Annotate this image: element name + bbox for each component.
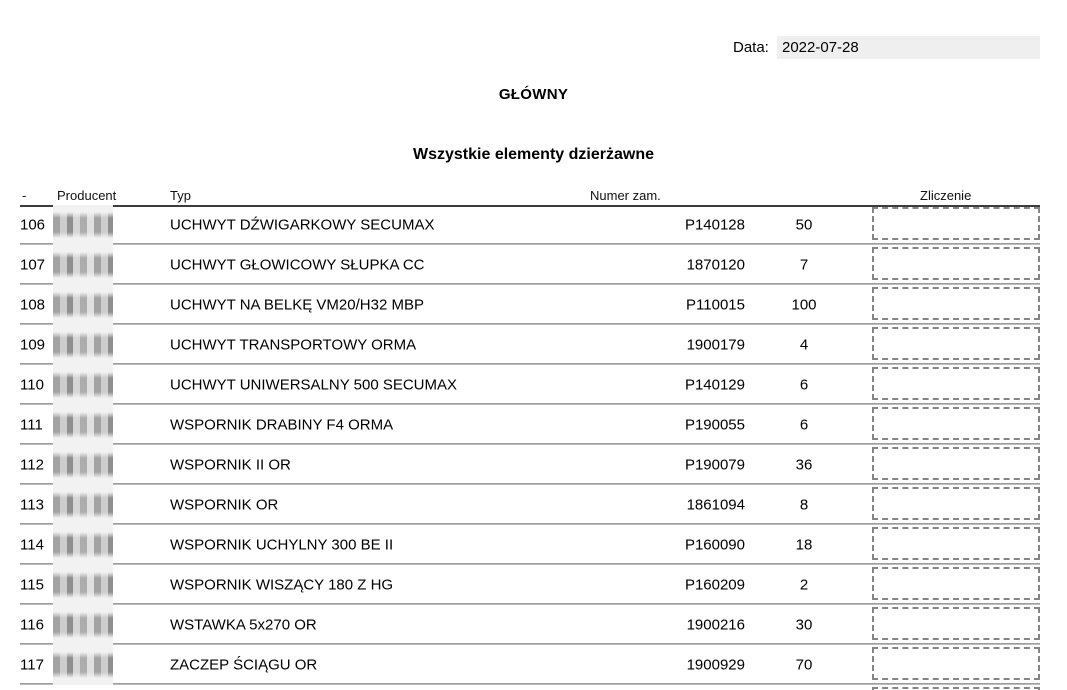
row-number: 109 (20, 336, 46, 354)
producent-redacted-blur (53, 325, 113, 365)
table-row (0, 365, 1067, 405)
producent-redacted-blur (53, 565, 113, 605)
zliczenie-count-box[interactable] (872, 607, 1040, 640)
zliczenie-count-box[interactable] (872, 287, 1040, 320)
quantity-cell: 18 (795, 536, 813, 554)
date-field[interactable]: 2022-07-28 (777, 36, 1040, 59)
row-separator (20, 563, 1040, 565)
row-number: 117 (20, 656, 44, 674)
typ-cell: UCHWYT UNIWERSALNY 500 SECUMAX (170, 376, 458, 394)
row-number: 107 (20, 256, 46, 274)
zliczenie-count-box[interactable] (872, 647, 1040, 680)
producent-redacted-blur (53, 205, 113, 245)
row-number: 116 (20, 616, 44, 634)
column-header-producent: Producent (57, 188, 117, 203)
row-separator (20, 483, 1040, 485)
typ-cell: WSTAWKA 5x270 OR (170, 616, 317, 634)
producent-redacted-blur (53, 365, 113, 405)
order-number-cell: P140128 (684, 216, 745, 234)
row-separator (20, 523, 1040, 525)
page-subtitle: Wszystkie elementy dzierżawne (413, 146, 654, 163)
order-number-cell: P190079 (684, 456, 745, 474)
row-separator (20, 243, 1040, 245)
quantity-cell: 6 (799, 376, 809, 394)
typ-cell: ZACZEP ŚCIĄGU OR (170, 656, 318, 674)
order-number-cell: 1861094 (686, 496, 745, 514)
column-header-dash: - (22, 188, 27, 203)
row-separator (20, 643, 1040, 645)
typ-cell: WSPORNIK DRABINY F4 ORMA (170, 416, 394, 434)
table-row (0, 485, 1067, 525)
zliczenie-count-box[interactable] (872, 367, 1040, 400)
table-row-partial (0, 685, 1067, 690)
order-number-cell: P160209 (684, 576, 745, 594)
table-row (0, 445, 1067, 485)
row-separator (20, 443, 1040, 445)
row-number: 115 (20, 576, 44, 594)
zliczenie-count-box[interactable] (872, 567, 1040, 600)
table-row (0, 605, 1067, 645)
rental-elements-table (0, 188, 1067, 690)
zliczenie-count-box[interactable] (872, 327, 1040, 360)
typ-cell: WSPORNIK UCHYLNY 300 BE II (170, 536, 394, 554)
row-separator (20, 403, 1040, 405)
column-header-typ: Typ (170, 188, 191, 203)
quantity-cell: 30 (795, 616, 813, 634)
row-separator (20, 323, 1040, 325)
table-row (0, 645, 1067, 685)
row-number: 106 (20, 216, 46, 234)
producent-redacted-blur (53, 485, 113, 525)
row-number: 112 (20, 456, 44, 474)
typ-cell: UCHWYT NA BELKĘ VM20/H32 MBP (170, 296, 424, 314)
producent-redacted-blur (53, 445, 113, 485)
zliczenie-count-box[interactable] (872, 407, 1040, 440)
column-header-zliczenie: Zliczenie (920, 188, 972, 203)
row-separator (20, 283, 1040, 285)
table-row (0, 525, 1067, 565)
quantity-cell: 7 (799, 256, 809, 274)
row-number: 108 (20, 296, 46, 314)
typ-cell: UCHWYT TRANSPORTOWY ORMA (170, 336, 417, 354)
quantity-cell: 2 (799, 576, 809, 594)
row-number: 110 (20, 376, 44, 394)
producent-redacted-blur (53, 645, 113, 685)
producent-redacted-blur (53, 405, 113, 445)
order-number-cell: P160090 (684, 536, 745, 554)
quantity-cell: 100 (791, 296, 817, 314)
table-row (0, 405, 1067, 445)
order-number-cell: P190055 (684, 416, 745, 434)
row-separator (20, 683, 1040, 685)
producent-redacted-blur (53, 285, 113, 325)
order-number-cell: 1900179 (686, 336, 745, 354)
zliczenie-count-box[interactable] (872, 447, 1040, 480)
row-separator (20, 603, 1040, 605)
quantity-cell: 4 (799, 336, 809, 354)
typ-cell: WSPORNIK WISZĄCY 180 Z HG (170, 576, 394, 594)
row-separator (20, 363, 1040, 365)
quantity-cell: 50 (795, 216, 813, 234)
table-header-row (0, 188, 1067, 205)
producent-redacted-blur (53, 245, 113, 285)
typ-cell: WSPORNIK OR (170, 496, 279, 514)
zliczenie-count-box[interactable] (872, 487, 1040, 520)
order-number-cell: 1900216 (686, 616, 745, 634)
column-header-numer-zam: Numer zam. (590, 188, 661, 203)
typ-cell: UCHWYT DŹWIGARKOWY SECUMAX (170, 216, 435, 234)
date-label: Data: (733, 39, 769, 56)
table-row (0, 205, 1067, 245)
quantity-cell: 8 (799, 496, 809, 514)
quantity-cell: 6 (799, 416, 809, 434)
order-number-cell: 1900929 (686, 656, 745, 674)
table-row (0, 565, 1067, 605)
zliczenie-count-box[interactable] (872, 527, 1040, 560)
zliczenie-count-box[interactable] (872, 207, 1040, 240)
producent-redacted-blur (53, 605, 113, 645)
producent-redacted-blur (53, 525, 113, 565)
quantity-cell: 36 (795, 456, 813, 474)
table-row (0, 245, 1067, 285)
order-number-cell: P140129 (684, 376, 745, 394)
typ-cell: UCHWYT GŁOWICOWY SŁUPKA CC (170, 256, 425, 274)
page-title: GŁÓWNY (498, 86, 569, 103)
quantity-cell: 70 (795, 656, 813, 674)
table-row (0, 285, 1067, 325)
zliczenie-count-box[interactable] (872, 247, 1040, 280)
order-number-cell: P110015 (686, 296, 745, 314)
table-row (0, 325, 1067, 365)
typ-cell: WSPORNIK II OR (170, 456, 291, 474)
row-number: 111 (20, 416, 43, 434)
row-number: 114 (20, 536, 44, 554)
row-number: 113 (20, 496, 44, 514)
order-number-cell: 1870120 (686, 256, 745, 274)
